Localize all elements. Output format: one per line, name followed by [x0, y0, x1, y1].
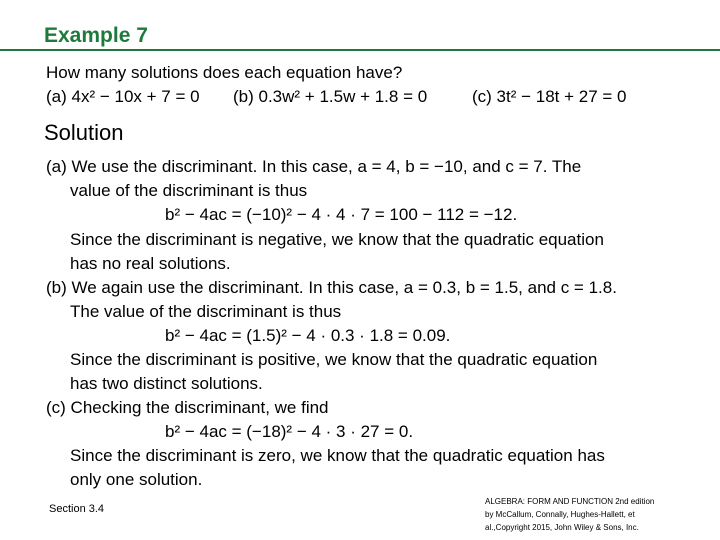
solution-heading: Solution — [44, 120, 124, 145]
credit-line-2: by McCallum, Connally, Hughes-Hallett, et — [485, 510, 635, 519]
question-c-label: (c) — [472, 87, 497, 106]
question-a-equation: 4x² − 10x + 7 = 0 — [71, 87, 200, 106]
question-b-equation: 0.3w² + 1.5w + 1.8 = 0 — [258, 87, 428, 106]
solution-b-line-4: has two distinct solutions. — [70, 374, 263, 393]
solution-a-line-3: Since the discriminant is negative, we know that the quadratic equation — [70, 230, 604, 249]
solution-a-line-4: has no real solutions. — [70, 254, 231, 273]
solution-b-line-1: (b) We again use the discriminant. In this case, a = 0.3, b = 1.5, and c = 1.8. — [46, 278, 617, 297]
question-a-label: (a) — [46, 87, 72, 106]
solution-a-line-2: value of the discriminant is thus — [70, 181, 308, 200]
credit-line-1: ALGEBRA: FORM AND FUNCTION 2nd edition — [485, 497, 655, 506]
solution-a-line-1: (a) We use the discriminant. In this case, a = 4, b = −10, and c = 7. The — [46, 157, 582, 176]
solution-b-line-3: Since the discriminant is positive, we know that the quadratic equation — [70, 350, 598, 369]
solution-b-line-2: The value of the discriminant is thus — [70, 302, 342, 321]
credit-line-3: al.,Copyright 2015, John Wiley & Sons, Inc. — [485, 523, 639, 532]
solution-b-equation: b² − 4ac = (1.5)² − 4 · 0.3 · 1.8 = 0.09. — [165, 326, 451, 345]
slide-title: Example 7 — [44, 24, 148, 47]
solution-c-line-2: Since the discriminant is zero, we know that the quadratic equation has — [70, 446, 605, 465]
question-a — [46, 86, 200, 108]
question-c — [472, 86, 627, 108]
solution-c-equation: b² − 4ac = (−18)² − 4 · 3 · 27 = 0. — [165, 422, 414, 441]
question-c-equation: 3t² − 18t + 27 = 0 — [496, 87, 627, 106]
question-b — [233, 86, 427, 108]
copyright-credit — [485, 495, 705, 534]
question-prompt: How many solutions does each equation have? — [46, 63, 403, 82]
title-divider — [0, 49, 720, 51]
solution-c-line-3: only one solution. — [70, 470, 203, 489]
section-label: Section 3.4 — [49, 503, 105, 515]
question-b-label: (b) — [233, 87, 259, 106]
solution-c-line-1: (c) Checking the discriminant, we find — [46, 398, 329, 417]
solution-a-equation: b² − 4ac = (−10)² − 4 · 4 · 7 = 100 − 112 = −12. — [165, 205, 518, 224]
